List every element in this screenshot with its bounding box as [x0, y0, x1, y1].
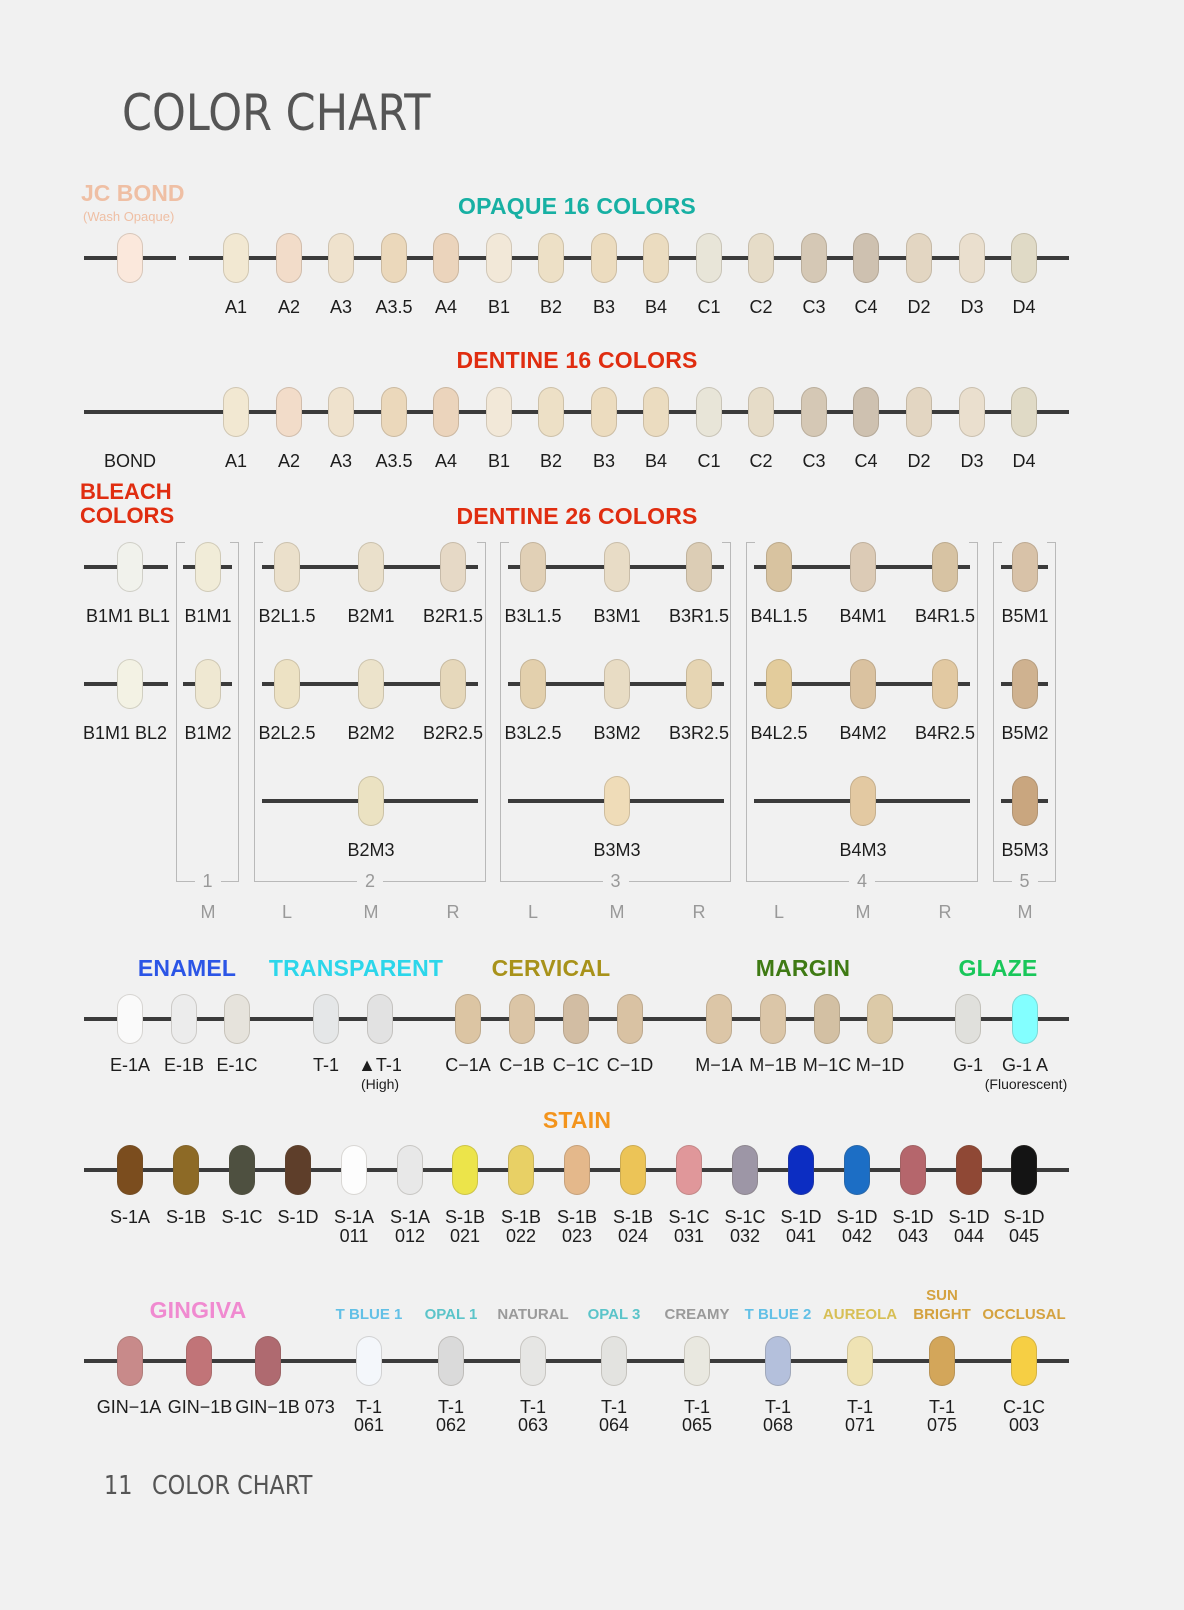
enamel-row-label: T-1	[312, 1055, 340, 1075]
opaque-chip	[486, 233, 512, 283]
enamel-row-label: G-1 A	[1001, 1055, 1049, 1075]
dentine26-label: B3M1	[593, 606, 641, 626]
dentine26-label: B4M3	[839, 840, 887, 860]
dentine26-label: B3M2	[593, 723, 641, 743]
dentine26-label: B4M1	[839, 606, 887, 626]
jc-bond-chip	[117, 233, 143, 283]
dentine26-chip	[850, 659, 876, 709]
stain-chip	[788, 1145, 814, 1195]
stain-chip	[452, 1145, 478, 1195]
enamel-row-sublabel: (Fluorescent)	[984, 1076, 1068, 1092]
opaque-label: B4	[644, 297, 668, 317]
dentine26-label: B5M2	[1001, 723, 1049, 743]
dentine26-chip	[932, 659, 958, 709]
stain-label: S-1C	[668, 1207, 710, 1227]
special-code: 068	[762, 1415, 794, 1435]
stain-code: 022	[505, 1226, 537, 1246]
stain-chip	[229, 1145, 255, 1195]
dentine16-title: DENTINE 16 COLORS	[456, 347, 698, 373]
opaque-chip	[853, 233, 879, 283]
stain-label: S-1D	[948, 1207, 990, 1227]
opaque-label: D4	[1012, 297, 1036, 317]
stain-label: S-1A	[333, 1207, 375, 1227]
special-label: T-1	[519, 1397, 547, 1417]
special-label: T-1	[928, 1397, 956, 1417]
stain-code: 041	[785, 1226, 817, 1246]
stain-chip	[173, 1145, 199, 1195]
special-chip	[929, 1336, 955, 1386]
axis-label: R	[446, 902, 460, 922]
opaque-line	[189, 256, 1069, 260]
opaque-chip	[696, 233, 722, 283]
axis-label: L	[281, 902, 293, 922]
opaque-title: OPAQUE 16 COLORS	[458, 193, 696, 219]
opaque-chip	[801, 233, 827, 283]
enamel-row-label: E-1B	[163, 1055, 205, 1075]
axis-label: M	[1017, 902, 1033, 922]
dentine26-label: B5M1	[1001, 606, 1049, 626]
dentine26-title: DENTINE 26 COLORS	[456, 503, 698, 529]
enamel-row-label: M−1D	[855, 1055, 905, 1075]
bleach-label: B1M1 BL1	[85, 606, 171, 626]
page-title: COLOR CHART	[122, 84, 431, 142]
opaque-chip	[591, 233, 617, 283]
enamel-row-chip	[509, 994, 535, 1044]
stain-label: S-1D	[277, 1207, 319, 1227]
special-code: 003	[1008, 1415, 1040, 1435]
dentine16-chip	[643, 387, 669, 437]
dentine16-label: D4	[1012, 451, 1036, 471]
stain-label: S-1B	[444, 1207, 486, 1227]
dentine26-label: B1M2	[184, 723, 232, 743]
opaque-chip	[643, 233, 669, 283]
shade-group-frame	[993, 542, 1056, 882]
stain-label: S-1A	[109, 1207, 151, 1227]
stain-label: S-1B	[612, 1207, 654, 1227]
dentine16-chip	[696, 387, 722, 437]
dentine26-chip	[274, 542, 300, 592]
transparent-title: TRANSPARENT	[268, 955, 444, 981]
stain-label: S-1D	[780, 1207, 822, 1227]
enamel-row-chip	[563, 994, 589, 1044]
opaque-label: A2	[277, 297, 301, 317]
gingiva-label: GIN−1B 073	[235, 1397, 335, 1417]
enamel-row-label: C−1B	[499, 1055, 545, 1075]
shade-group-number: 2	[357, 871, 383, 891]
shade-group-frame	[254, 542, 486, 882]
opaque-label: C3	[802, 297, 826, 317]
special-code: 075	[926, 1415, 958, 1435]
stain-chip	[508, 1145, 534, 1195]
stain-label: S-1D	[892, 1207, 934, 1227]
dentine26-label: B2R2.5	[422, 723, 484, 743]
special-label: T-1	[764, 1397, 792, 1417]
dentine16-chip	[801, 387, 827, 437]
dentine16-chip	[591, 387, 617, 437]
stain-label: S-1C	[221, 1207, 263, 1227]
opaque-label: A1	[224, 297, 248, 317]
opaque-label: C1	[697, 297, 721, 317]
dentine26-label: B2M2	[347, 723, 395, 743]
opaque-chip	[748, 233, 774, 283]
dentine16-chip	[959, 387, 985, 437]
dentine16-chip	[853, 387, 879, 437]
opaque-label: C4	[854, 297, 878, 317]
dentine26-label: B1M1	[184, 606, 232, 626]
enamel-row-chip	[1012, 994, 1038, 1044]
enamel-row-chip	[367, 994, 393, 1044]
special-chip	[520, 1336, 546, 1386]
enamel-row-label: M−1B	[749, 1055, 797, 1075]
enamel-row-chip	[455, 994, 481, 1044]
dentine26-chip	[604, 776, 630, 826]
dentine26-label: B3R1.5	[668, 606, 730, 626]
opaque-chip	[276, 233, 302, 283]
dentine26-chip	[358, 776, 384, 826]
dentine26-chip	[686, 542, 712, 592]
dentine16-chip	[538, 387, 564, 437]
bleach-chip	[117, 659, 143, 709]
footer-page-number: 11	[104, 1471, 133, 1501]
opaque-label: C2	[749, 297, 773, 317]
opaque-label: D2	[907, 297, 931, 317]
stain-title: STAIN	[542, 1107, 612, 1133]
stain-label: S-1C	[724, 1207, 766, 1227]
stain-chip	[564, 1145, 590, 1195]
enamel-row-chip	[760, 994, 786, 1044]
opaque-chip	[328, 233, 354, 283]
enamel-row-chip	[617, 994, 643, 1044]
stain-label: S-1B	[165, 1207, 207, 1227]
dentine16-chip	[433, 387, 459, 437]
dentine26-label: B4M2	[839, 723, 887, 743]
dentine26-label: B5M3	[1001, 840, 1049, 860]
special-chip	[1011, 1336, 1037, 1386]
special-label: T-1	[846, 1397, 874, 1417]
special-label: T-1	[437, 1397, 465, 1417]
enamel-row-label: C−1C	[552, 1055, 600, 1075]
shade-group-number: 1	[194, 871, 220, 891]
special-chip	[438, 1336, 464, 1386]
opaque-label: A4	[434, 297, 458, 317]
opaque-label: A3.5	[375, 297, 413, 317]
bond-label: BOND	[103, 451, 157, 471]
stain-chip	[341, 1145, 367, 1195]
dentine26-label: B2R1.5	[422, 606, 484, 626]
dentine26-chip	[1012, 659, 1038, 709]
shade-group-number: 3	[602, 871, 628, 891]
gingiva-label: GIN−1B	[167, 1397, 233, 1417]
enamel-row-label: M−1A	[695, 1055, 743, 1075]
dentine16-label: A1	[224, 451, 248, 471]
jc-bond-title: JC BOND	[81, 180, 185, 206]
enamel-row-chip	[117, 994, 143, 1044]
special-chip	[847, 1336, 873, 1386]
dentine26-label: B3L2.5	[504, 723, 562, 743]
axis-label: M	[609, 902, 625, 922]
special-label: T-1	[600, 1397, 628, 1417]
opaque-label: B2	[539, 297, 563, 317]
stain-code: 012	[394, 1226, 426, 1246]
enamel-row-label: E-1A	[109, 1055, 151, 1075]
dentine16-label: C4	[854, 451, 878, 471]
dentine26-chip	[520, 542, 546, 592]
special-code: 062	[435, 1415, 467, 1435]
dentine26-label: B4L2.5	[750, 723, 808, 743]
shade-group-number: 4	[849, 871, 875, 891]
opaque-chip	[906, 233, 932, 283]
special-chip	[356, 1336, 382, 1386]
opaque-chip	[959, 233, 985, 283]
enamel-row-chip	[955, 994, 981, 1044]
stain-code: 021	[449, 1226, 481, 1246]
special-title: OPAL 3	[587, 1306, 641, 1323]
dentine26-label: B2L1.5	[258, 606, 316, 626]
special-chip	[765, 1336, 791, 1386]
dentine16-chip	[328, 387, 354, 437]
dentine26-label: B2M3	[347, 840, 395, 860]
axis-label: L	[773, 902, 785, 922]
stain-chip	[900, 1145, 926, 1195]
special-code: 063	[517, 1415, 549, 1435]
special-title: AUREOLA	[822, 1306, 898, 1323]
enamel-row-label: ▲T-1	[358, 1055, 402, 1075]
stain-label: S-1A	[389, 1207, 431, 1227]
special-title: NATURAL	[497, 1306, 569, 1323]
gingiva-label: GIN−1A	[96, 1397, 162, 1417]
jc-bond-subtitle: (Wash Opaque)	[83, 209, 175, 224]
enamel-row-chip	[814, 994, 840, 1044]
dentine16-chip	[381, 387, 407, 437]
shade-group-frame	[746, 542, 978, 882]
special-chip	[684, 1336, 710, 1386]
bleach-label: B1M1 BL2	[82, 723, 168, 743]
stain-code: 043	[897, 1226, 929, 1246]
dentine16-chip	[906, 387, 932, 437]
stain-code: 032	[729, 1226, 761, 1246]
stain-label: S-1B	[556, 1207, 598, 1227]
dentine26-label: B3M3	[593, 840, 641, 860]
special-title: T BLUE 1	[335, 1306, 403, 1323]
opaque-label: B3	[592, 297, 616, 317]
stain-code: 042	[841, 1226, 873, 1246]
gingiva-title: GINGIVA	[149, 1297, 247, 1323]
shade-group-number: 5	[1011, 871, 1037, 891]
dentine26-chip	[850, 542, 876, 592]
dentine26-chip	[195, 542, 221, 592]
stain-chip	[285, 1145, 311, 1195]
dentine26-chip	[358, 542, 384, 592]
axis-label: L	[527, 902, 539, 922]
stain-chip	[676, 1145, 702, 1195]
dentine26-label: B3R2.5	[668, 723, 730, 743]
dentine16-label: A3.5	[375, 451, 413, 471]
stain-label: S-1B	[500, 1207, 542, 1227]
dentine16-label: D3	[960, 451, 984, 471]
dentine26-chip	[440, 542, 466, 592]
bleach-title-line1: BLEACH	[80, 479, 172, 504]
bleach-title	[80, 480, 174, 528]
dentine16-chip	[748, 387, 774, 437]
cervical-title: CERVICAL	[491, 955, 611, 981]
stain-chip	[956, 1145, 982, 1195]
dentine16-label: A4	[434, 451, 458, 471]
opaque-chip	[538, 233, 564, 283]
shade-group-frame	[176, 542, 239, 882]
enamel-row-sublabel: (High)	[360, 1076, 400, 1092]
dentine26-chip	[1012, 542, 1038, 592]
dentine26-chip	[932, 542, 958, 592]
stain-chip	[732, 1145, 758, 1195]
enamel-row-label: C−1A	[445, 1055, 491, 1075]
dentine26-chip	[520, 659, 546, 709]
stain-label: S-1D	[1003, 1207, 1045, 1227]
special-title: T BLUE 2	[744, 1306, 812, 1323]
opaque-label: A3	[329, 297, 353, 317]
special-code: 064	[598, 1415, 630, 1435]
stain-chip	[397, 1145, 423, 1195]
special-chip	[601, 1336, 627, 1386]
dentine16-label: B2	[539, 451, 563, 471]
enamel-row-chip	[224, 994, 250, 1044]
bleach-chip	[117, 542, 143, 592]
dentine26-chip	[1012, 776, 1038, 826]
dentine16-chip	[486, 387, 512, 437]
dentine26-chip	[604, 659, 630, 709]
special-code: 061	[353, 1415, 385, 1435]
dentine26-chip	[850, 776, 876, 826]
opaque-chip	[223, 233, 249, 283]
footer-title: COLOR CHART	[152, 1471, 313, 1501]
axis-label: M	[855, 902, 871, 922]
stain-chip	[620, 1145, 646, 1195]
gingiva-chip	[186, 1336, 212, 1386]
shade-group-frame	[500, 542, 731, 882]
dentine26-chip	[686, 659, 712, 709]
special-title: OPAL 1	[424, 1306, 478, 1323]
stain-code: 044	[953, 1226, 985, 1246]
dentine16-label: B3	[592, 451, 616, 471]
special-title: SUN BRIGHT	[913, 1287, 971, 1323]
dentine16-label: C3	[802, 451, 826, 471]
dentine16-label: A3	[329, 451, 353, 471]
dentine26-label: B4L1.5	[750, 606, 808, 626]
stain-code: 023	[561, 1226, 593, 1246]
dentine16-label: B1	[487, 451, 511, 471]
enamel-row-label: E-1C	[216, 1055, 258, 1075]
axis-label: M	[200, 902, 216, 922]
dentine16-label: B4	[644, 451, 668, 471]
special-code: 071	[844, 1415, 876, 1435]
special-title: OCCLUSAL	[982, 1306, 1066, 1323]
opaque-label: B1	[487, 297, 511, 317]
special-code: 065	[681, 1415, 713, 1435]
stain-chip	[1011, 1145, 1037, 1195]
dentine26-chip	[440, 659, 466, 709]
axis-label: M	[363, 902, 379, 922]
enamel-row-chip	[867, 994, 893, 1044]
dentine26-chip	[766, 542, 792, 592]
dentine26-chip	[766, 659, 792, 709]
dentine16-chip	[223, 387, 249, 437]
gingiva-line	[84, 1359, 1069, 1363]
dentine26-chip	[358, 659, 384, 709]
dentine26-label: B3L1.5	[504, 606, 562, 626]
special-label: C-1C	[1002, 1397, 1046, 1417]
dentine16-label: D2	[907, 451, 931, 471]
dentine26-label: B4R1.5	[914, 606, 976, 626]
dentine16-label: C2	[749, 451, 773, 471]
enamel-row-label: M−1C	[802, 1055, 852, 1075]
opaque-chip	[1011, 233, 1037, 283]
dentine26-label: B2L2.5	[258, 723, 316, 743]
enamel-title: ENAMEL	[137, 955, 237, 981]
dentine16-label: C1	[697, 451, 721, 471]
dentine16-chip	[276, 387, 302, 437]
glaze-title: GLAZE	[958, 955, 1038, 981]
special-label: T-1	[683, 1397, 711, 1417]
axis-label: R	[692, 902, 706, 922]
enamel-row-label: C−1D	[606, 1055, 654, 1075]
opaque-chip	[381, 233, 407, 283]
stain-code: 045	[1008, 1226, 1040, 1246]
stain-code: 024	[617, 1226, 649, 1246]
axis-label: R	[938, 902, 952, 922]
enamel-row-chip	[171, 994, 197, 1044]
enamel-row-chip	[313, 994, 339, 1044]
dentine16-label: A2	[277, 451, 301, 471]
dentine26-label: B4R2.5	[914, 723, 976, 743]
gingiva-chip	[117, 1336, 143, 1386]
stain-chip	[117, 1145, 143, 1195]
stain-code: 031	[673, 1226, 705, 1246]
enamel-row-chip	[706, 994, 732, 1044]
bleach-title-line2: COLORS	[80, 503, 175, 528]
stain-chip	[844, 1145, 870, 1195]
special-title: CREAMY	[664, 1306, 730, 1323]
dentine26-chip	[274, 659, 300, 709]
enamel-row-label: G-1	[952, 1055, 984, 1075]
opaque-chip	[433, 233, 459, 283]
gingiva-chip	[255, 1336, 281, 1386]
dentine16-chip	[1011, 387, 1037, 437]
margin-title: MARGIN	[755, 955, 851, 981]
dentine26-chip	[195, 659, 221, 709]
opaque-label: D3	[960, 297, 984, 317]
special-label: T-1	[355, 1397, 383, 1417]
stain-code: 011	[339, 1226, 369, 1246]
stain-label: S-1D	[836, 1207, 878, 1227]
dentine26-chip	[604, 542, 630, 592]
dentine26-label: B2M1	[347, 606, 395, 626]
